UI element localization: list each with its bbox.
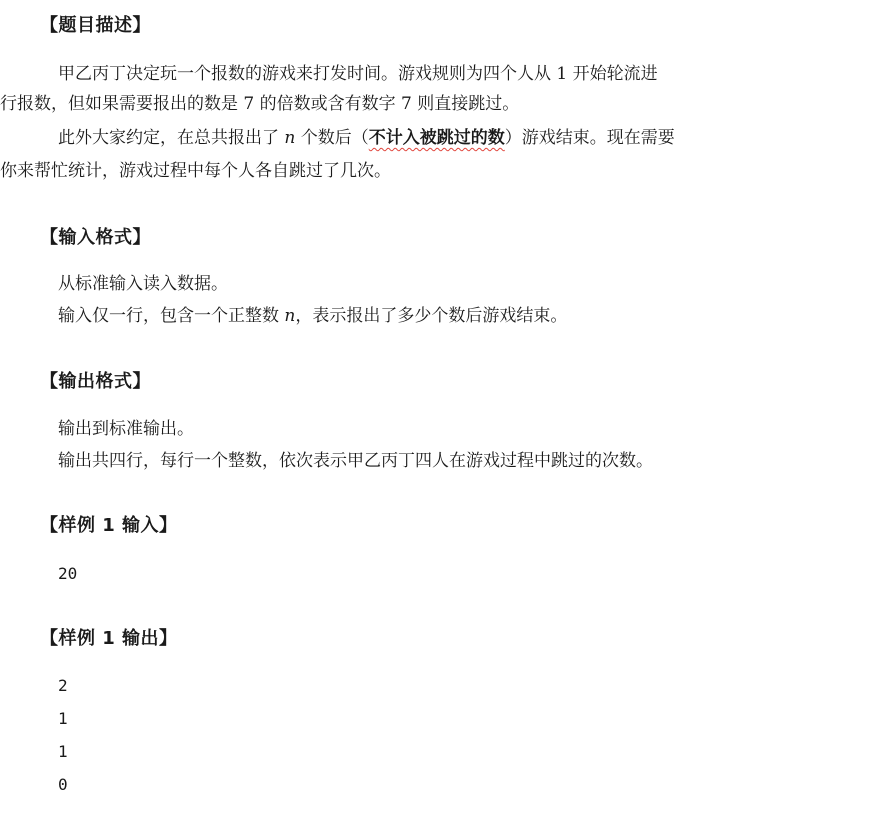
section-heading-output-format: 【输出格式】 <box>40 371 151 392</box>
input-format-line-2 <box>58 302 567 330</box>
variable-n: n <box>284 128 296 148</box>
sample-input-content: 20 <box>58 564 78 583</box>
input-format-text: ，表示报出了多少个数后游戏结束。 <box>295 306 568 326</box>
section-heading-sample-output: 【样例 1 输出】 <box>40 628 178 649</box>
description-paragraph-2-line-1 <box>58 124 675 152</box>
description-text: 个数后（ <box>295 128 369 148</box>
input-format-line-1: 从标准输入读入数据。 <box>58 274 228 294</box>
output-format-line-1: 输出到标准输出。 <box>58 419 194 439</box>
section-heading-description: 【题目描述】 <box>40 15 151 36</box>
emphasis-text: 不计入被跳过的数 <box>368 128 505 148</box>
description-text: 此外大家约定，在总共报出了 <box>58 128 285 148</box>
output-format-line-2: 输出共四行，每行一个整数，依次表示甲乙丙丁四人在游戏过程中跳过的次数。 <box>58 451 653 471</box>
description-paragraph-2-line-2: 你来帮忙统计，游戏过程中每个人各自跳过了几次。 <box>0 161 391 181</box>
sample-output-content: 2 1 1 0 <box>58 676 68 794</box>
description-paragraph-1-line-2: 行报数，但如果需要报出的数是 7 的倍数或含有数字 7 则直接跳过。 <box>0 94 520 114</box>
description-text: ）游戏结束。现在需要 <box>504 128 675 148</box>
section-heading-input-format: 【输入格式】 <box>40 227 151 248</box>
section-heading-sample-input: 【样例 1 输入】 <box>40 515 178 536</box>
description-paragraph-1-line-1: 甲乙丙丁决定玩一个报数的游戏来打发时间。游戏规则为四个人从 1 开始轮流进 <box>58 64 658 84</box>
variable-n: n <box>284 306 296 326</box>
input-format-text: 输入仅一行，包含一个正整数 <box>58 306 285 326</box>
